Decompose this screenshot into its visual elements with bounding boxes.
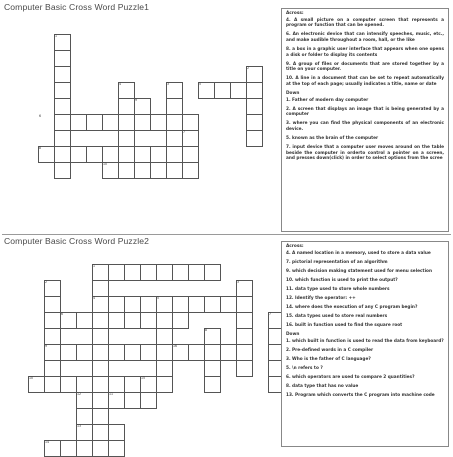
crossword-cell[interactable] [92, 280, 109, 297]
puzzle1-across-list [286, 18, 444, 88]
crossword-cell[interactable] [118, 162, 135, 179]
crossword-cell[interactable] [44, 376, 61, 393]
clue-number: 7 [269, 311, 272, 316]
puzzle2-down-clue: 1. which built in function is used to read the data from keyboard? [286, 338, 444, 344]
clue-number: 16 [173, 343, 178, 348]
crossword-cell[interactable] [124, 392, 141, 409]
clue-number: 2 [45, 279, 48, 284]
crossword-cell[interactable] [220, 296, 237, 313]
puzzle1-down-clue: 2. A screen that displays an image that is being generated by a computer [286, 106, 444, 118]
crossword-cell[interactable] [86, 146, 103, 163]
crossword-cell[interactable] [246, 114, 263, 131]
clue-number: 9 [45, 343, 48, 348]
crossword-cell[interactable] [54, 50, 71, 67]
crossword-cell[interactable] [44, 360, 61, 377]
puzzle1-down-label: Down [286, 91, 300, 96]
crossword-cell[interactable] [166, 162, 183, 179]
crossword-cell[interactable] [172, 264, 189, 281]
puzzle1-down-list [286, 98, 444, 162]
crossword-cell[interactable] [54, 66, 71, 83]
crossword-cell[interactable] [76, 312, 93, 329]
crossword-cell[interactable] [108, 344, 125, 361]
crossword-cell[interactable] [134, 146, 151, 163]
crossword-cell[interactable] [124, 264, 141, 281]
crossword-cell[interactable] [150, 114, 167, 131]
crossword-cell[interactable] [60, 440, 77, 457]
crossword-cell[interactable] [92, 376, 109, 393]
puzzle2-down-clue: 8. data type that has no value [286, 383, 359, 389]
crossword-cell[interactable] [156, 264, 173, 281]
crossword-cell[interactable] [172, 312, 189, 329]
crossword-cell[interactable] [236, 312, 253, 329]
crossword-cell[interactable] [54, 82, 71, 99]
puzzle2-across-clue: 15. data types used to store real numbers [286, 313, 388, 319]
puzzle2-across-clue: 10. which function is used to print the output? [286, 277, 398, 283]
clue-number: 3 [237, 279, 240, 284]
clue-number: 4 [119, 81, 122, 86]
puzzle1-down-clue: 7. input device that a computer user moves around on the table beside the computer in orderto control a pointer on a screen, and presses down(click) in order to select options from the scree [286, 145, 444, 162]
crossword-cell[interactable] [92, 312, 109, 329]
crossword-cell[interactable] [214, 82, 231, 99]
crossword-cell[interactable] [76, 408, 93, 425]
crossword-cell[interactable] [156, 344, 173, 361]
puzzle2-down-clue: 5. \n refers to ? [286, 365, 323, 371]
clue-number: 1 [55, 33, 58, 38]
puzzle2-across-clue: 11. data type used to store whole numbers [286, 286, 390, 292]
puzzle1-across-clue: 6. An electronic device that can intensify speeches, music, etc., and make audible throughout a room, hall, or the like [286, 32, 444, 43]
crossword-cell[interactable] [124, 344, 141, 361]
crossword-cell[interactable] [140, 295, 160, 313]
clue-number: 6 [61, 311, 64, 316]
puzzle1-across-clue: 4. A small picture on a computer screen that represents a program or function that can be opened. [286, 17, 444, 29]
puzzle2-across-clue: 9. which decision making statement used for menu selection [286, 268, 432, 274]
clue-number: 8 [205, 327, 208, 332]
crossword-cell[interactable] [204, 296, 221, 313]
puzzle2-down-clue: 3. Who is the father of C language? [286, 356, 371, 362]
puzzle2-across-clue: 16. built in function used to find the square root [286, 322, 403, 328]
clue-number: 9 [135, 97, 138, 102]
crossword-cell[interactable] [92, 424, 109, 441]
clue-number: 6 [39, 113, 42, 118]
clue-number: 5 [157, 295, 160, 300]
crossword-cell[interactable] [108, 376, 125, 393]
crossword-cell[interactable] [166, 146, 183, 163]
crossword-cell[interactable] [246, 130, 263, 147]
puzzle2-down-list [286, 339, 444, 399]
crossword-cell[interactable] [166, 129, 186, 147]
crossword-cell[interactable] [44, 296, 61, 313]
crossword-cell[interactable] [236, 296, 253, 313]
crossword-cell[interactable] [44, 311, 64, 329]
crossword-cell[interactable] [134, 114, 151, 131]
crossword-cell[interactable] [156, 312, 173, 329]
crossword-cell[interactable] [188, 264, 205, 281]
crossword-cell[interactable] [124, 312, 141, 329]
crossword-cell[interactable] [134, 162, 151, 179]
crossword-cell[interactable] [182, 162, 199, 179]
clue-number: 4 [93, 295, 96, 300]
crossword-cell[interactable] [76, 344, 93, 361]
crossword-cell[interactable] [102, 146, 119, 163]
crossword-cell[interactable] [230, 82, 247, 99]
crossword-cell[interactable] [118, 114, 135, 131]
clue-number: 7 [183, 129, 186, 134]
crossword-cell[interactable] [60, 344, 77, 361]
crossword-cell[interactable] [124, 376, 141, 393]
crossword-cell[interactable] [92, 344, 109, 361]
puzzle1-clue-panel [281, 8, 449, 232]
crossword-cell[interactable] [108, 424, 125, 441]
crossword-cell[interactable] [236, 344, 253, 361]
puzzle2-clue-panel [281, 241, 449, 447]
clue-number: 3 [167, 81, 170, 86]
puzzle2-across-label: Across: [286, 244, 304, 249]
crossword-cell[interactable] [172, 296, 189, 313]
puzzle1-across-clue: 9. A group of files or documents that are stored together by a title on your computer. [286, 61, 444, 73]
crossword-cell[interactable] [220, 344, 237, 361]
crossword-cell[interactable] [118, 130, 135, 147]
crossword-cell[interactable] [92, 360, 109, 377]
crossword-cell[interactable] [108, 312, 125, 329]
crossword-cell[interactable] [54, 162, 71, 179]
puzzle2-across-list [286, 251, 444, 329]
puzzle2-across-clue: 14. where does the execution of any C program begin? [286, 304, 418, 310]
clue-number: 13 [77, 423, 82, 428]
puzzle1-across-clue: 8. a box in a graphic user interface that appears when one opens a disk or folder to display its contents [286, 46, 444, 58]
crossword-cell[interactable] [54, 98, 71, 115]
crossword-cell[interactable] [204, 344, 221, 361]
clue-number: 10 [29, 375, 34, 380]
crossword-cell[interactable] [54, 130, 71, 147]
crossword-cell[interactable] [156, 360, 173, 377]
crossword-cell[interactable] [92, 408, 109, 425]
crossword-cell[interactable] [92, 328, 109, 345]
puzzle1-across-clue: 10. A line in a document that can be set to repeat automatically at the top of each page; usually indicates a title, name or date [286, 76, 444, 87]
crossword-cell[interactable] [54, 114, 71, 131]
crossword-cell[interactable] [188, 296, 205, 313]
crossword-cell[interactable] [86, 114, 103, 131]
crossword-cell[interactable] [76, 376, 93, 393]
crossword-cell[interactable] [124, 296, 141, 313]
crossword-cell[interactable] [108, 264, 125, 281]
crossword-cell[interactable] [156, 376, 173, 393]
puzzle1-across-label: Across: [286, 11, 304, 16]
puzzle-divider [2, 234, 451, 235]
puzzle2-across-clue: 4. A named location in a memory, used to store a data value [286, 250, 431, 256]
crossword-cell[interactable] [204, 376, 221, 393]
crossword-cell[interactable] [92, 440, 109, 457]
crossword-cell[interactable] [246, 98, 263, 115]
crossword-cell[interactable] [140, 312, 157, 329]
crossword-cell[interactable] [54, 146, 71, 163]
clue-number: 8 [39, 145, 42, 150]
puzzle1-down-clue: 1. Father of modern day computer [286, 97, 369, 103]
crossword-cell[interactable] [140, 264, 157, 281]
clue-number: 2 [247, 65, 250, 70]
clue-number: 1 [93, 263, 96, 268]
crossword-cell[interactable] [236, 360, 253, 377]
crossword-cell[interactable] [166, 114, 183, 131]
puzzle2-down-clue: 13. Program which converts the C program into machine code [286, 392, 435, 398]
crossword-cell[interactable] [102, 114, 119, 131]
crossword-cell[interactable] [166, 98, 183, 115]
crossword-cell[interactable] [150, 162, 167, 179]
crossword-cell[interactable] [204, 360, 221, 377]
puzzle1-down-clue: 5. known as the brain of the computer [286, 136, 379, 142]
crossword-cell[interactable] [188, 344, 205, 361]
crossword-cell[interactable] [204, 264, 221, 281]
crossword-cell[interactable] [92, 392, 109, 409]
clue-number: 11 [109, 391, 114, 396]
puzzle1-down-clue: 3. where you can find the physical components of an electronic device. [286, 121, 444, 132]
crossword-cell[interactable] [140, 344, 157, 361]
crossword-cell[interactable] [108, 296, 125, 313]
crossword-cell[interactable] [118, 97, 138, 115]
crossword-cell[interactable] [108, 440, 125, 457]
crossword-cell[interactable] [236, 328, 253, 345]
crossword-cell[interactable] [246, 82, 263, 99]
crossword-cell[interactable] [150, 146, 167, 163]
crossword-cell[interactable] [70, 146, 87, 163]
puzzle2-across-clue: 7. pictorial representation of an algorithm [286, 259, 388, 265]
crossword-cell[interactable] [44, 328, 61, 345]
puzzle2-down-label: Down [286, 331, 300, 337]
clue-number: 10 [103, 161, 108, 166]
crossword-cell[interactable] [118, 146, 135, 163]
crossword-cell[interactable] [76, 440, 93, 457]
crossword-cell[interactable] [70, 114, 87, 131]
clue-number: 15 [141, 375, 146, 380]
puzzle2-down-clue: 6. which operators are used to compare 2 quantities? [286, 374, 415, 380]
puzzle2-title: Computer Basic Cross Word Puzzle2 [4, 236, 149, 246]
crossword-cell[interactable] [60, 376, 77, 393]
crossword-cell[interactable] [182, 146, 199, 163]
clue-number: 14 [45, 439, 50, 444]
clue-number: 5 [199, 81, 202, 86]
puzzle2-down-clue: 2. Pre-defined words in a C compiler [286, 347, 374, 353]
puzzle2-across-clue: 12. Identify the operator: ++ [286, 295, 356, 301]
crossword-cell[interactable] [140, 392, 157, 409]
crossword-cell[interactable] [156, 328, 173, 345]
puzzle1-title: Computer Basic Cross Word Puzzle1 [4, 2, 149, 12]
crossword-cell[interactable] [182, 114, 199, 131]
clue-number: 12 [77, 391, 82, 396]
